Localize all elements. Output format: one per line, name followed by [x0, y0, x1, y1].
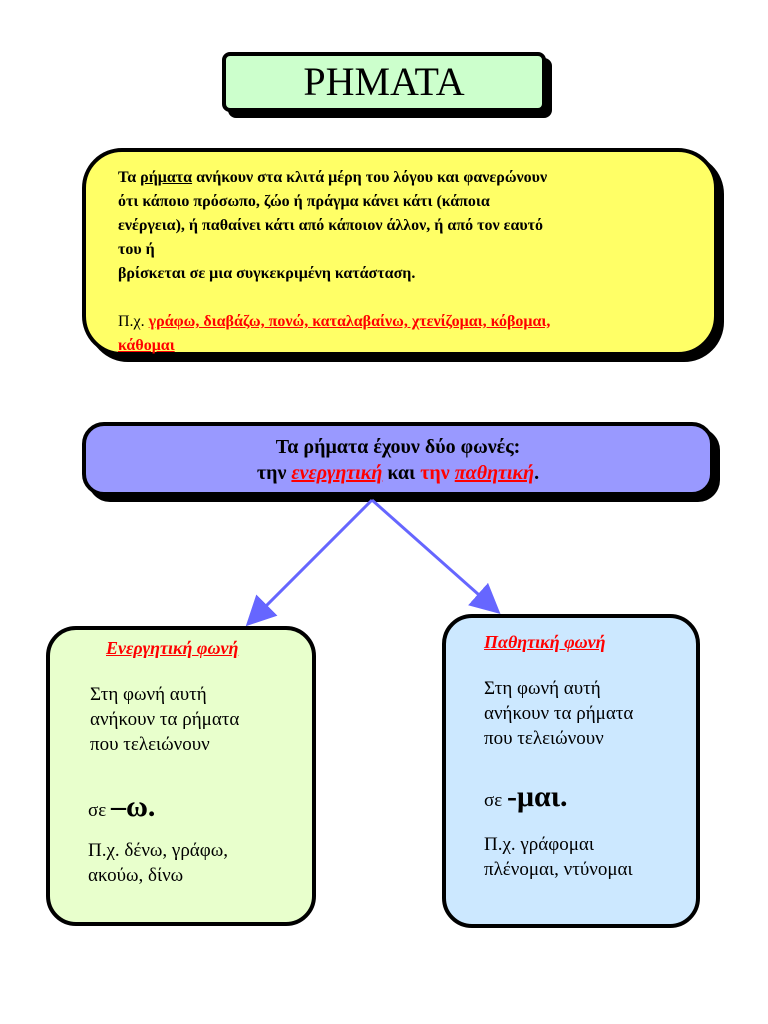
- definition-line3: ενέργεια), ή παθαίνει κάτι από κάποιον άλλον, ή από τον εαυτό: [118, 217, 544, 234]
- passive-text-1: Στη φωνή αυτή: [484, 678, 601, 699]
- active-text-1: Στη φωνή αυτή: [90, 684, 207, 705]
- passive-voice-box: [442, 614, 700, 928]
- active-voice-ending: [88, 790, 155, 824]
- active-ending-prefix: σε: [88, 800, 111, 821]
- voices-and: και: [382, 462, 421, 484]
- passive-example-1: Π.χ. γράφομαι: [484, 834, 594, 855]
- definition-prefix: Τα: [118, 169, 141, 186]
- voices-active: ενεργητική: [291, 462, 383, 484]
- example-words-line1: γράφω, διαβάζω, πονώ, καταλαβαίνω, χτενίζομαι, κόβομαι,: [148, 313, 551, 330]
- arrow-to-passive: [372, 500, 496, 610]
- active-ending: –ω.: [110, 790, 156, 823]
- page-title: ΡΗΜΑΤΑ: [303, 59, 465, 104]
- passive-ending-prefix: σε: [484, 790, 507, 811]
- voices-period: .: [534, 462, 540, 484]
- active-voice-examples: [88, 838, 228, 888]
- definition-line2: ότι κάποιο πρόσωπο, ζώο ή πράγμα κάνει κάτι (κάποια: [118, 193, 490, 210]
- passive-example-2: πλένομαι, ντύνομαι: [484, 859, 633, 880]
- example-words-line2: κάθομαι: [118, 337, 175, 354]
- definition-line5: βρίσκεται σε μια συγκεκριμένη κατάσταση.: [118, 265, 416, 282]
- voices-passive: παθητική: [454, 462, 535, 484]
- passive-voice-title: Παθητική φωνή: [484, 632, 606, 652]
- active-example-2: ακούω, δίνω: [88, 865, 184, 886]
- definition-line4: του ή: [118, 241, 155, 258]
- passive-voice-ending: [484, 780, 568, 814]
- passive-voice-examples: [484, 832, 633, 882]
- active-voice-box: [46, 626, 316, 926]
- example-prefix: Π.χ.: [118, 313, 149, 330]
- active-text-2: ανήκουν τα ρήματα: [90, 709, 240, 730]
- active-text-3: που τελειώνουν: [90, 734, 210, 755]
- arrow-to-active: [250, 500, 372, 622]
- passive-voice-description: [484, 676, 633, 751]
- active-voice-description: [90, 682, 239, 757]
- active-voice-title: Ενεργητική φωνή: [106, 638, 239, 658]
- voices-the-2: την: [420, 462, 455, 484]
- definition-word: ρήματα: [140, 169, 193, 186]
- active-example-1: Π.χ. δένω, γράφω,: [88, 840, 228, 861]
- voices-the-1: την: [256, 462, 292, 484]
- passive-text-2: ανήκουν τα ρήματα: [484, 703, 634, 724]
- voices-line1: Τα ρήματα έχουν δύο φωνές:: [275, 436, 521, 458]
- passive-ending: -μαι.: [506, 780, 568, 813]
- passive-text-3: που τελειώνουν: [484, 728, 604, 749]
- definition-line1: ανήκουν στα κλιτά μέρη του λόγου και φανερώνουν: [192, 169, 548, 186]
